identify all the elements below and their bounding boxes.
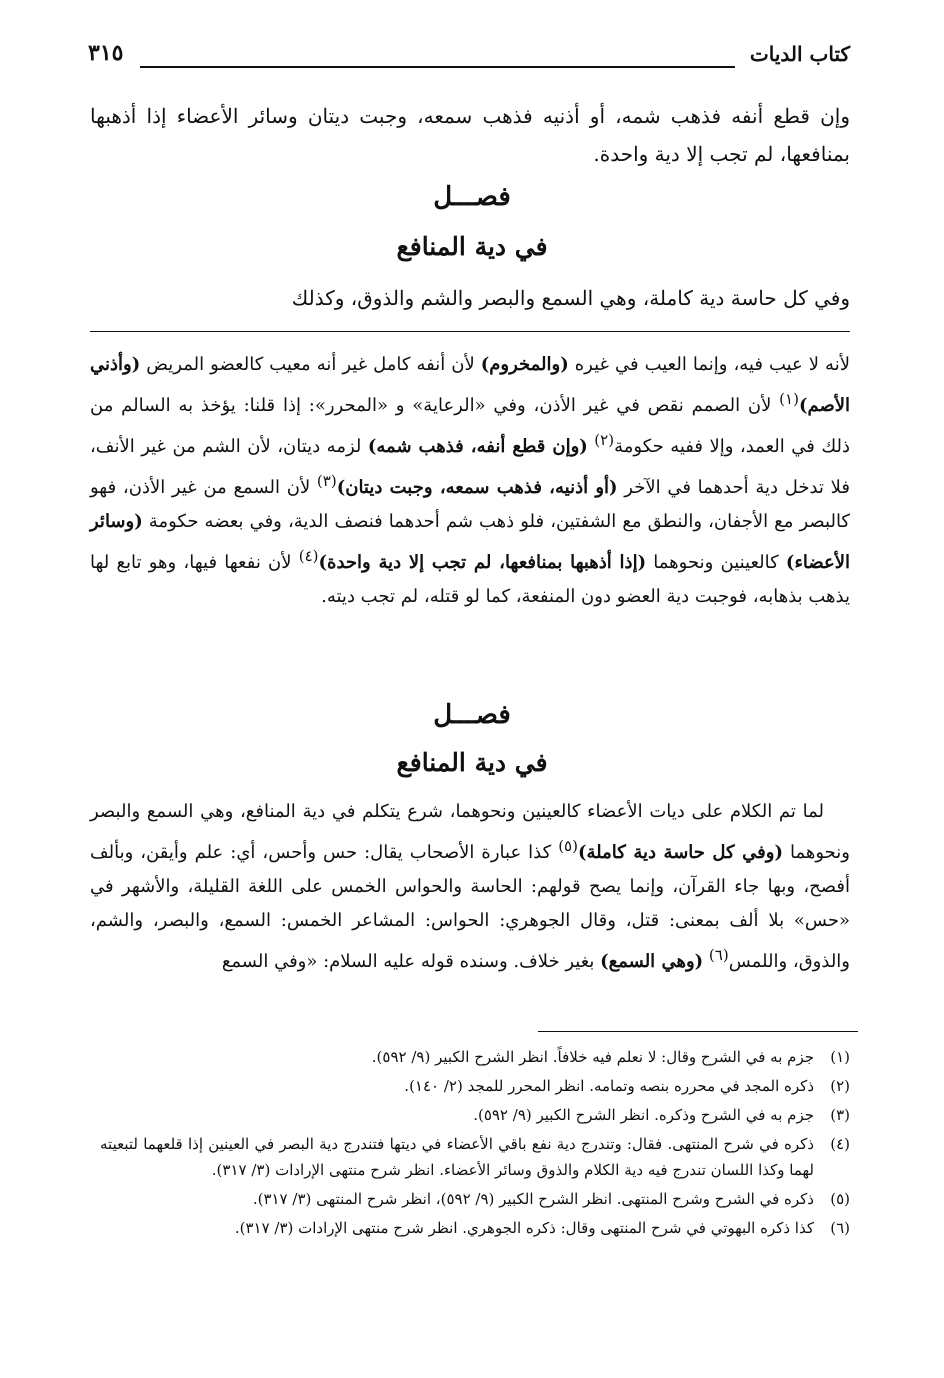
sharh-text: كذا عبارة الأصحاب يقال: حس وأحس، أي: علم وأيقن، وبألف أفصح، وبها جاء القرآن، وإنما يصح قولهم: الحاسة والحواس الخمس على اللغة القليلة، والأشهر في «حس» بلا ألف بمعنى: قتل، وقال الجوهري: الحواس: المشاعر الخمس: السمع، والبصر، والشم، والذوق، واللمس bbox=[90, 842, 850, 972]
fasl-heading: فصـــل bbox=[433, 182, 511, 212]
quoted-matn: (وإن قطع أنفه، فذهب شمه) bbox=[367, 436, 588, 457]
footnote-ref: (٦) bbox=[708, 946, 729, 964]
fasl-subheading: في دية المنافع bbox=[396, 232, 548, 261]
footnote bbox=[100, 1102, 850, 1128]
footnote-number: (١) bbox=[830, 1048, 850, 1066]
footnote-text: ذكره في الشرح وشرح المنتهى. انظر الشرح الكبير (٩/ ٥٩٢)، انظر شرح المنتهى (٣/ ٣١٧). bbox=[252, 1190, 814, 1208]
running-header bbox=[88, 40, 850, 80]
footnote-text: كذا ذكره البهوتي في شرح المنتهى وقال: ذكره الجوهري. انظر شرح منتهى الإرادات (٣/ ٣١٧). bbox=[234, 1219, 814, 1237]
sharh-fasl-subheading: في دية المنافع bbox=[396, 748, 548, 777]
sharh-text: لأن نفعها فيها، وهو تابع لها يذهب بذهابه، فوجبت دية العضو دون المنفعة، كما لو قتله، لم تجب ديته. bbox=[90, 552, 850, 607]
quoted-matn: (أو أذنيه، فذهب سمعه، وجبت ديتان) bbox=[336, 477, 618, 498]
quoted-matn: (وفي كل حاسة دية كاملة) bbox=[577, 842, 783, 863]
footnote-ref: (٣) bbox=[316, 472, 337, 490]
book-title: كتاب الديات bbox=[749, 42, 850, 66]
matn-sharh-divider bbox=[90, 331, 850, 332]
footnote-number: (٢) bbox=[830, 1077, 850, 1095]
footnotes bbox=[100, 1044, 850, 1244]
sharh-paragraph-1 bbox=[90, 348, 850, 614]
matn-paragraph-2: وفي كل حاسة دية كاملة، وهي السمع والبصر والشم والذوق، وكذلك bbox=[291, 286, 850, 310]
sharh-fasl-heading: فصـــل bbox=[433, 700, 511, 730]
footnote-text: ذكره في شرح المنتهى. فقال: وتندرج دية نفع باقي الأعضاء في ديتها فتندرج دية البصر في العينين إذا قلعهما لتبعيته لهما وكذا اللسان تندرج فيه دية الكلام والذوق وسائر الأعضاء. انظر شرح منتهى الإرادات (٣/ ٣١٧). bbox=[100, 1135, 814, 1179]
sharh-text: لأن الصمم نقص في غير الأذن، وفي «الرعاية» و «المحرر»: إذا قلنا: يؤخذ به السالم من ذلك في العمد، وإلا ففيه حكومة bbox=[90, 395, 850, 457]
sharh-text: لأن أنفه كامل غير أنه معيب كالعضو المريض bbox=[140, 354, 481, 375]
header-rule bbox=[140, 66, 735, 68]
sharh-text: لأن السمع من غير الأذن، فهو كالبصر مع الأجفان، والنطق مع الشفتين، فلو ذهب شم أحدهما فنصف الدية، وفي بعضه حكومة bbox=[90, 477, 850, 532]
sharh-text: لما تم الكلام على ديات الأعضاء كالعينين ونحوهما، شرع يتكلم في دية المنافع، وهي السمع والبصر ونحوهما bbox=[90, 801, 850, 863]
footnote-number: (٦) bbox=[830, 1219, 850, 1237]
quoted-matn: (إذا أذهبها بمنافعها، لم تجب إلا دية واحدة) bbox=[318, 552, 647, 573]
footnote bbox=[100, 1186, 850, 1212]
sharh-text: لزمه ديتان، لأن الشم من غير الأنف، فلا تدخل دية أحدهما في الآخر bbox=[90, 436, 850, 498]
footnote-number: (٣) bbox=[830, 1106, 850, 1124]
footnote-text: ذكره المجد في محرره بنصه وتمامه. انظر المحرر للمجد (٢/ ١٤٠). bbox=[404, 1077, 814, 1095]
footnote-text: جزم به في الشرح وذكره. انظر الشرح الكبير (٩/ ٥٩٢). bbox=[473, 1106, 814, 1124]
quoted-matn: (والمخروم) bbox=[480, 354, 569, 375]
sharh-text: لأنه لا عيب فيه، وإنما العيب في غيره bbox=[568, 354, 850, 375]
footnote-ref: (٥) bbox=[558, 837, 578, 855]
footnote bbox=[100, 1131, 850, 1183]
quoted-matn: (وهي السمع) bbox=[600, 951, 704, 972]
footnote-ref: (١) bbox=[779, 390, 799, 408]
sharh-text: كالعينين ونحوهما bbox=[646, 552, 786, 573]
quoted-matn: (وسائر الأعضاء) bbox=[90, 511, 851, 573]
footnote-number: (٥) bbox=[830, 1190, 850, 1208]
footnote-number: (٤) bbox=[830, 1135, 850, 1153]
sharh-text: بغير خلاف. وسنده قوله عليه السلام: «وفي السمع bbox=[221, 951, 601, 972]
quoted-matn: (وأذني الأصم) bbox=[90, 354, 850, 416]
footnote-text: جزم به في الشرح وقال: لا نعلم فيه خلافاً. انظر الشرح الكبير (٩/ ٥٩٢). bbox=[371, 1048, 814, 1066]
sharh-paragraph-2 bbox=[90, 795, 850, 979]
page-number: ٣١٥ bbox=[88, 40, 124, 66]
footnote bbox=[100, 1215, 850, 1241]
footnote bbox=[100, 1044, 850, 1070]
footnote-ref: (٤) bbox=[298, 547, 319, 565]
matn-paragraph-1: وإن قطع أنفه فذهب شمه، أو أذنيه فذهب سمعه، وجبت ديتان وسائر الأعضاء إذا أذهبها بمنافعها، لم تجب إلا دية واحدة. bbox=[90, 104, 850, 166]
footnote bbox=[100, 1073, 850, 1099]
footnote-ref: (٢) bbox=[594, 431, 615, 449]
footnote-rule bbox=[538, 1031, 858, 1032]
